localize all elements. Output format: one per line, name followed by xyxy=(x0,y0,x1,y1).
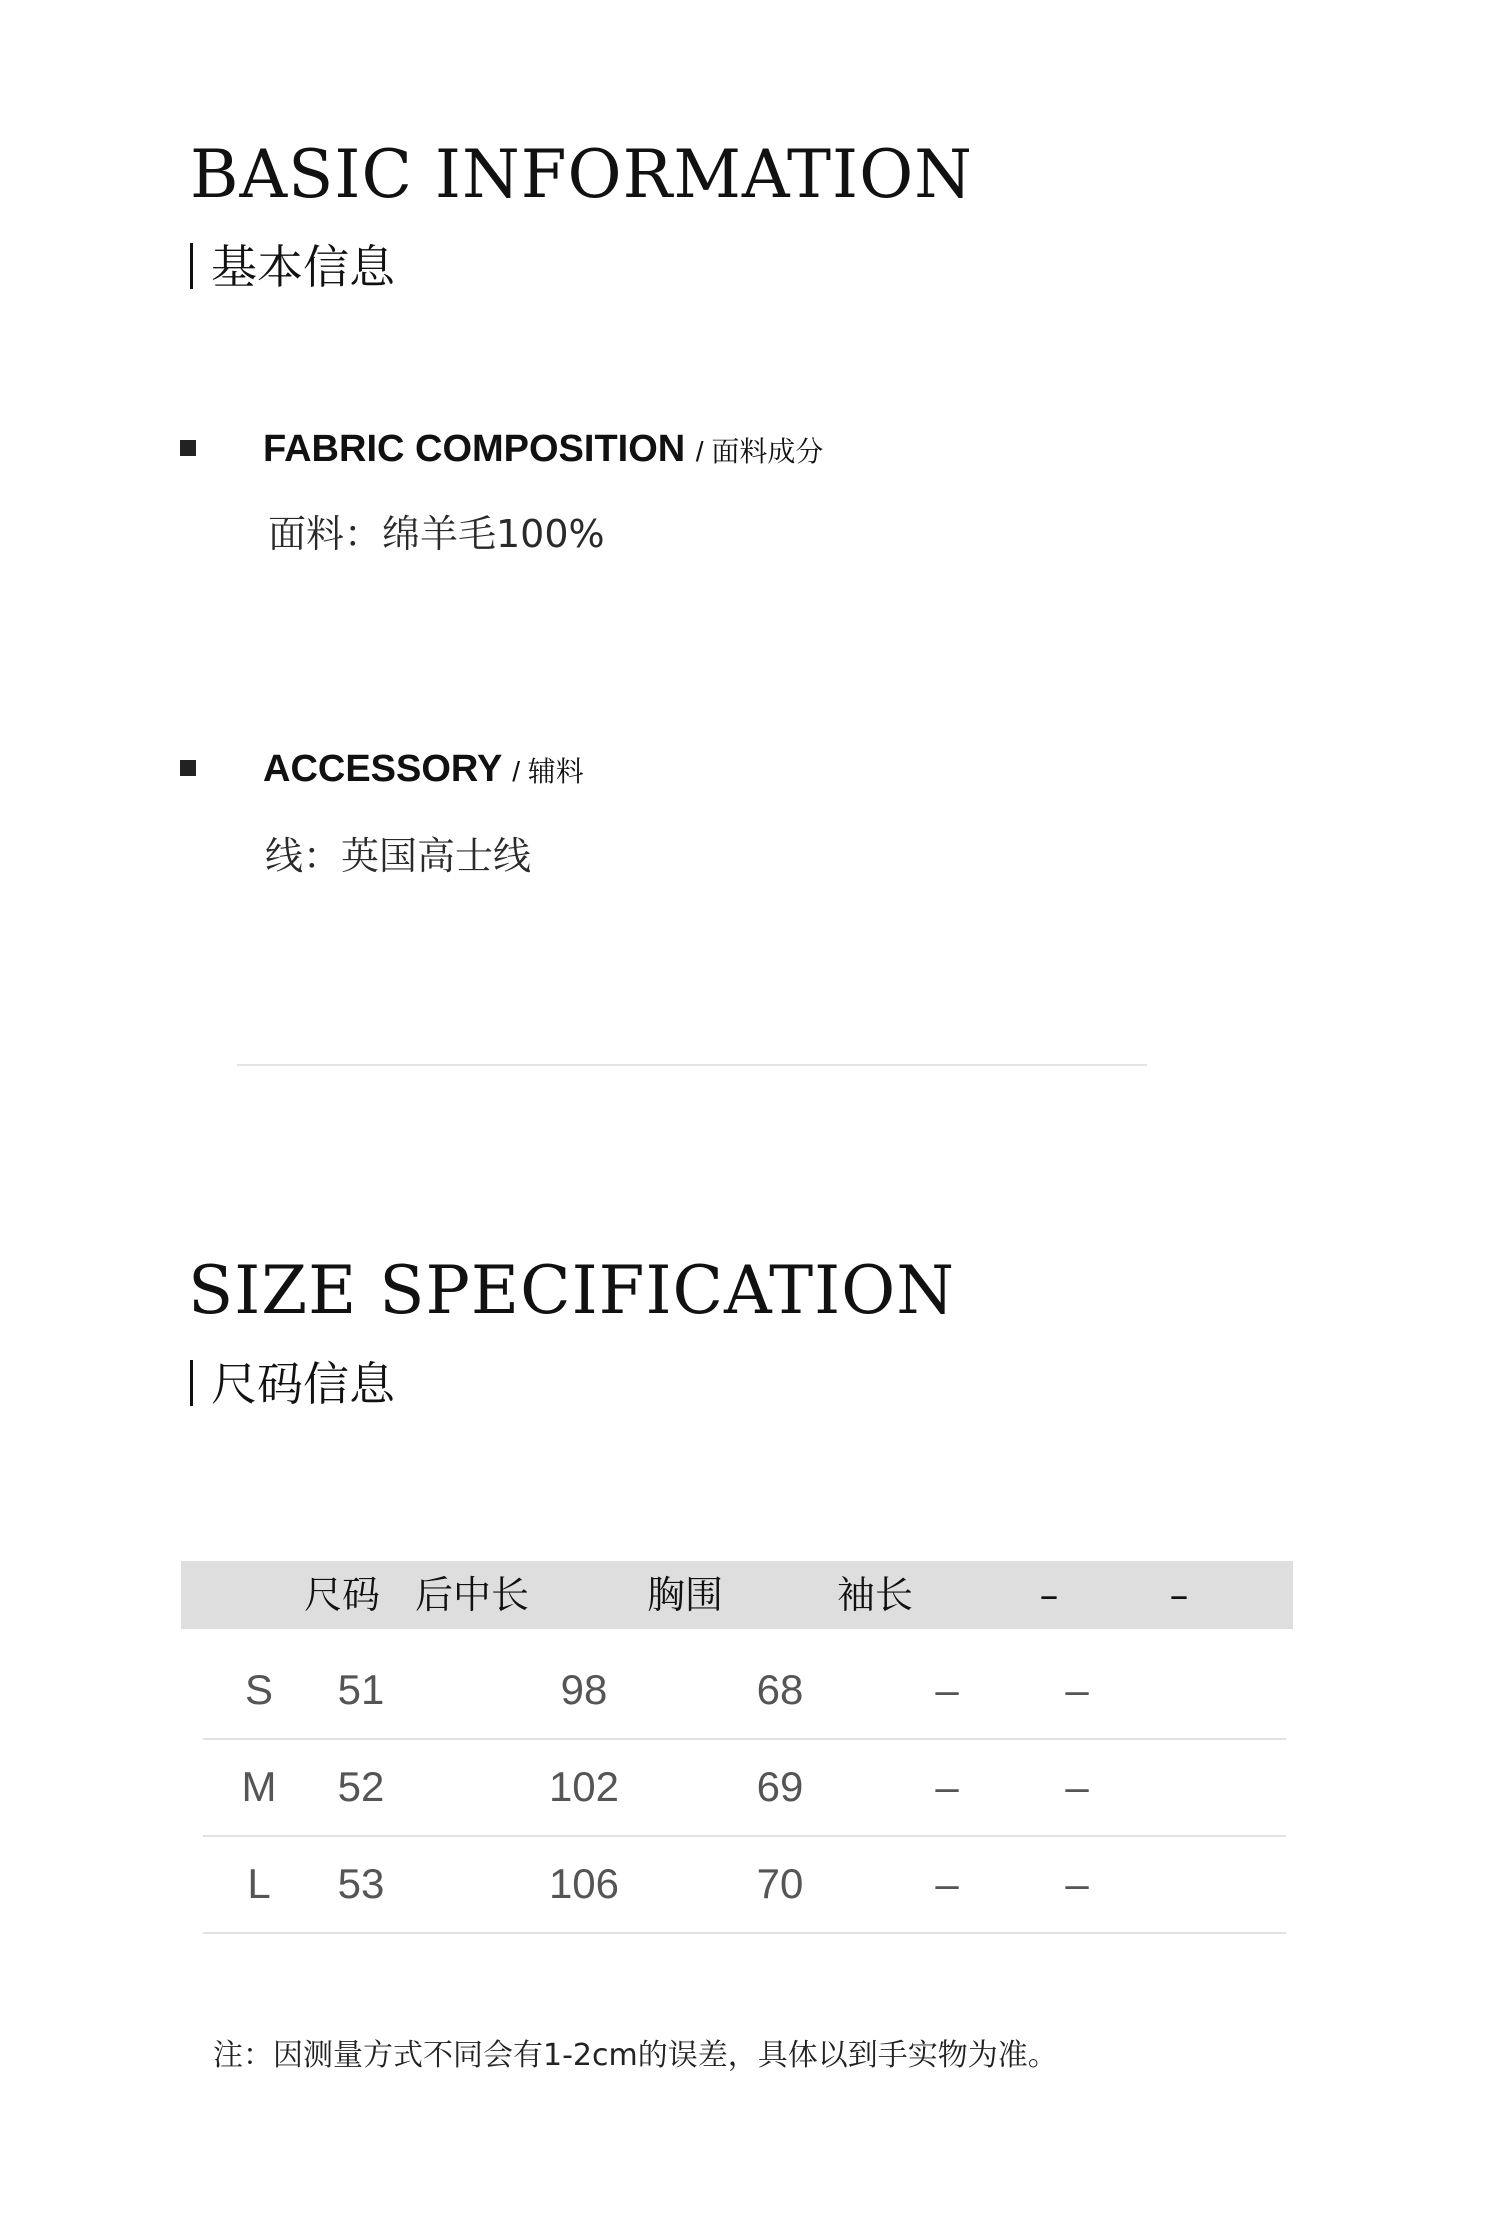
header-size: 尺码 xyxy=(303,1573,380,1617)
cell-size: L xyxy=(247,1860,271,1907)
size-table-header xyxy=(181,1561,1293,1629)
table-row xyxy=(203,1642,1286,1740)
accessory-label-cn: / 辅料 xyxy=(512,756,584,787)
fabric-label-cn: / 面料成分 xyxy=(695,436,824,467)
accessory-value: 线：英国高士线 xyxy=(265,834,532,878)
accessory-label xyxy=(263,750,584,788)
cell-extra-1: – xyxy=(935,1860,959,1907)
cell-back-length: 52 xyxy=(337,1763,385,1810)
cell-extra-1: – xyxy=(935,1666,959,1713)
cell-back-length: 51 xyxy=(337,1666,385,1713)
header-extra-2: – xyxy=(1169,1573,1189,1617)
size-spec-subtitle xyxy=(190,1357,395,1411)
cell-chest: 102 xyxy=(548,1763,620,1810)
fabric-value: 面料：绵羊毛100% xyxy=(268,512,605,556)
size-spec-title: SIZE SPECIFICATION xyxy=(188,1252,956,1329)
measurement-note: 注：因测量方式不同会有1-2cm的误差，具体以到手实物为准。 xyxy=(213,2038,1058,2073)
header-extra-1: – xyxy=(1039,1573,1059,1617)
subtitle-bar xyxy=(190,243,193,289)
table-row xyxy=(203,1739,1286,1837)
cell-chest: 98 xyxy=(560,1666,608,1713)
cell-sleeve: 70 xyxy=(756,1860,804,1907)
cell-back-length: 53 xyxy=(337,1860,385,1907)
subtitle-bar xyxy=(190,1360,193,1406)
accessory-bullet xyxy=(180,760,196,776)
header-back-length: 后中长 xyxy=(414,1573,529,1617)
basic-info-subtitle-text: 基本信息 xyxy=(211,240,395,294)
cell-extra-2: – xyxy=(1065,1763,1089,1810)
cell-chest: 106 xyxy=(548,1860,620,1907)
cell-sleeve: 69 xyxy=(756,1763,804,1810)
cell-extra-2: – xyxy=(1065,1666,1089,1713)
section-divider xyxy=(237,1064,1147,1066)
fabric-label-en: FABRIC COMPOSITION xyxy=(263,428,686,470)
cell-sleeve: 68 xyxy=(756,1666,804,1713)
size-spec-subtitle-text: 尺码信息 xyxy=(211,1357,395,1411)
cell-size: S xyxy=(244,1666,273,1713)
cell-extra-2: – xyxy=(1065,1860,1089,1907)
header-chest: 胸围 xyxy=(646,1573,723,1617)
fabric-label xyxy=(263,430,823,468)
cell-extra-1: – xyxy=(935,1763,959,1810)
accessory-label-en: ACCESSORY xyxy=(263,748,502,790)
fabric-bullet xyxy=(180,440,196,456)
cell-size: M xyxy=(241,1763,277,1810)
table-row xyxy=(203,1836,1286,1934)
basic-info-subtitle xyxy=(190,240,395,294)
header-sleeve: 袖长 xyxy=(836,1573,913,1617)
basic-info-title: BASIC INFORMATION xyxy=(190,136,973,213)
